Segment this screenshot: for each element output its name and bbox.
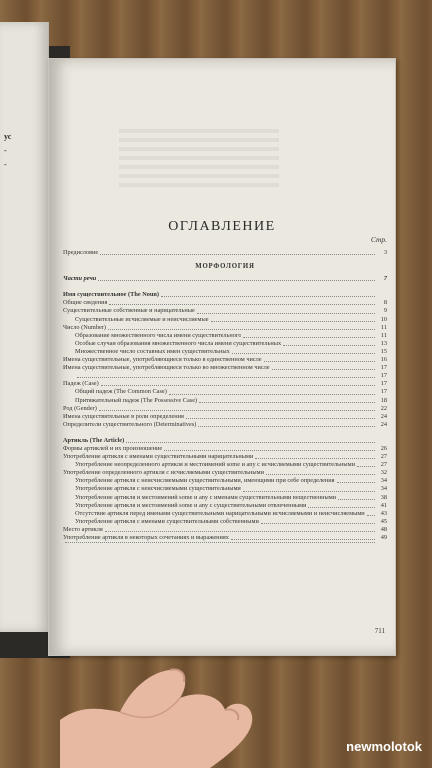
toc-row[interactable]: Особые случаи образования множественного числа имени существительных 13 xyxy=(75,339,387,347)
toc-row[interactable]: Отсутствие артикля перед именами существительными нарицательными исчисляемыми и неисчисляемыми 43 xyxy=(75,509,387,517)
toc-row[interactable]: Падеж (Case) 17 xyxy=(63,380,387,388)
toc-row[interactable]: Место артикля 48 xyxy=(63,525,387,533)
page-column-label: Стр. xyxy=(370,235,387,244)
toc-row[interactable]: Существительные собственные и нарицательные 9 xyxy=(63,307,387,315)
toc-row[interactable]: Употребление определенного артикля с исчисляемыми существительными 32 xyxy=(63,469,387,477)
left-page-fragment: - xyxy=(4,160,7,169)
toc-row[interactable]: Предисловие 3 xyxy=(63,249,387,256)
toc-row[interactable]: 17 xyxy=(63,372,387,380)
toc-row[interactable]: Употребление артикля с именами существительными нарицательными 27 xyxy=(63,453,387,461)
toc-row[interactable]: Употребление артикля с неисчисляемыми существительными 34 xyxy=(75,485,387,493)
toc-row[interactable]: Существительные исчисляемые и неисчисляемые 10 xyxy=(75,315,387,323)
toc-row[interactable]: Множественное число составных имен существительных 15 xyxy=(75,347,387,355)
toc-row[interactable]: Употребление неопределенного артикля и местоимений some и any с исчисляемыми существительными 27 xyxy=(75,461,387,469)
toc-row[interactable]: Употребление артикля в некоторых сочетаниях и выражениях 49 xyxy=(63,534,387,541)
page-title: ОГЛАВЛЕНИЕ xyxy=(168,219,276,234)
toc-row[interactable]: Общие сведения 8 xyxy=(63,299,387,307)
toc-row[interactable]: Формы артиклей и их произношение 26 xyxy=(63,444,387,452)
toc-row[interactable]: Имена существительные, употребляющиеся только во множественном числе 17 xyxy=(63,364,387,372)
table-of-contents xyxy=(63,249,387,545)
toc-row[interactable] xyxy=(63,542,387,545)
hand-photo xyxy=(60,650,260,768)
toc-row[interactable]: Род (Gender) 22 xyxy=(63,404,387,412)
toc-row[interactable]: Имена существительные в роли определения 24 xyxy=(63,412,387,420)
book-page xyxy=(48,58,396,656)
toc-row[interactable]: Употребление артикля с неисчисляемыми существительными, имеющими при себе определения 34 xyxy=(75,477,387,485)
toc-row[interactable]: Употребление артикля с именами существительными собственными 45 xyxy=(75,517,387,525)
show-through-text xyxy=(119,129,279,189)
toc-row[interactable]: Части речи 7 xyxy=(63,275,387,283)
toc-row[interactable]: Притяжательный падеж (The Possessive Case) 18 xyxy=(75,396,387,404)
left-page-fragment: - xyxy=(4,146,7,155)
toc-row[interactable]: Число (Number) 11 xyxy=(63,323,387,331)
left-page-fragment: ус xyxy=(4,132,12,141)
toc-row[interactable]: Артикль (The Article) xyxy=(63,437,387,445)
left-page xyxy=(0,22,49,632)
page-number: 711 xyxy=(374,627,385,635)
toc-row[interactable]: Употребление артикля и местоимений some и any с существительными отвлеченными 41 xyxy=(75,501,387,509)
section-heading: МОРФОЛОГИЯ xyxy=(195,263,255,271)
toc-row[interactable]: Определители существительного (Determinatives) 24 xyxy=(63,420,387,428)
toc-row[interactable]: Общий падеж (The Common Case) 17 xyxy=(75,388,387,396)
toc-row[interactable]: Образование множественного числа имени существительного 11 xyxy=(75,331,387,339)
toc-row[interactable]: Употребление артикля и местоимений some и any с именами существительными вещественными 38 xyxy=(75,493,387,501)
toc-row[interactable]: Имена существительные, употребляющиеся только в единственном числе 16 xyxy=(63,356,387,364)
watermark: newmolotok xyxy=(346,739,422,754)
toc-row[interactable]: Имя существительное (The Noun) xyxy=(63,291,387,299)
